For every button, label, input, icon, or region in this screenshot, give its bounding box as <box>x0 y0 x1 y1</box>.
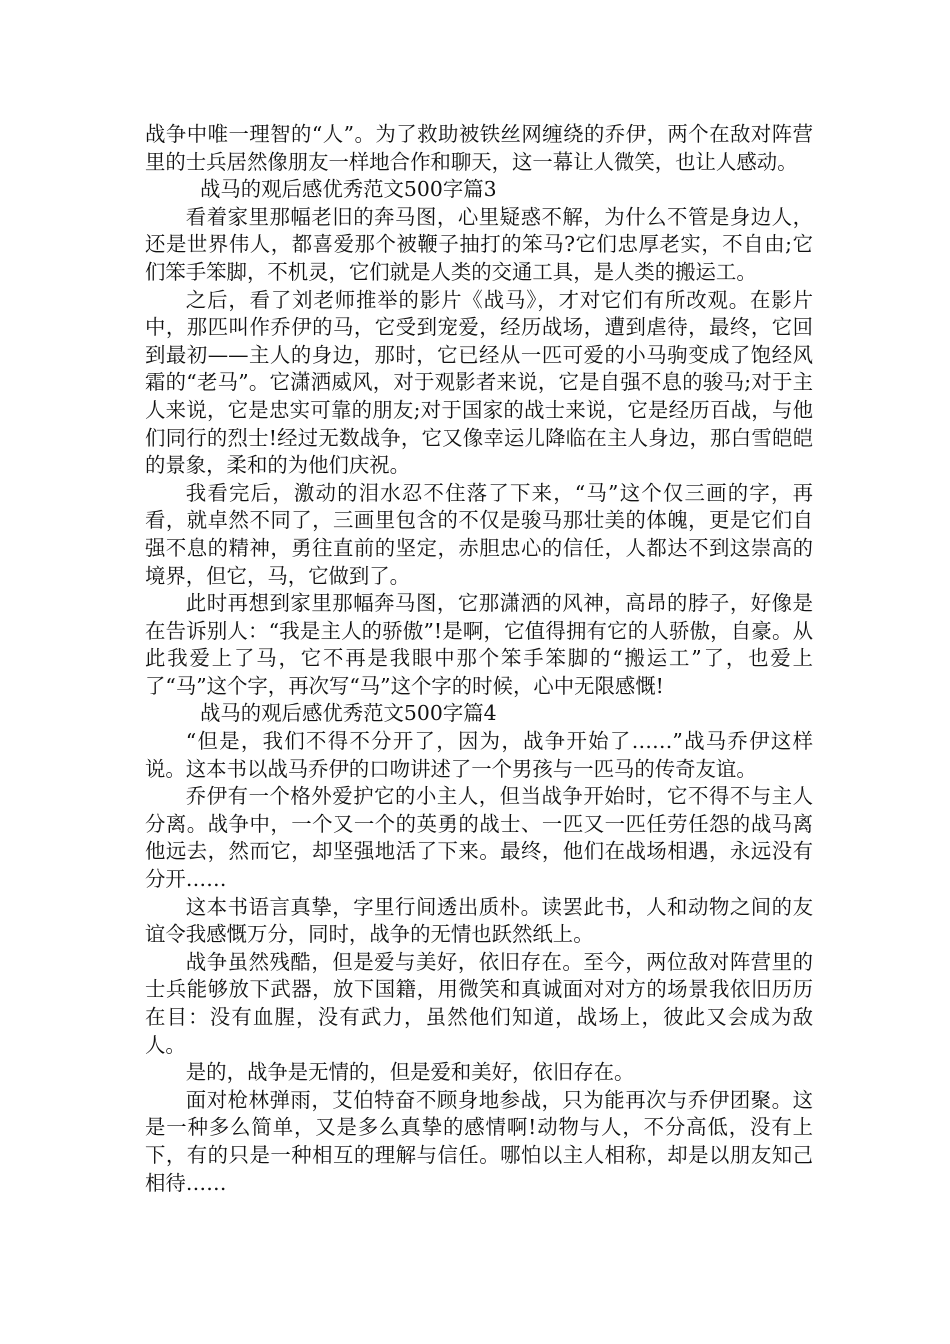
paragraph: 面对枪林弹雨，艾伯特奋不顾身地参战，只为能再次与乔伊团聚。这是一种多么简单，又是多么真挚的感情啊!动物与人，不分高低，没有上下，有的只是一种相互的理解与信任。哪怕以主人相称，却是以朋友知己相待…… <box>145 1087 813 1195</box>
paragraph: 之后，看了刘老师推举的影片《战马》，才对它们有所改观。在影片中，那匹叫作乔伊的马，它受到宠爱，经历战场，遭到虐待，最终，它回到最初——主人的身边，那时，它已经从一匹可爱的小马驹变成了饱经风霜的“老马”。它潇洒威风，对于观影者来说，它是自强不息的骏马;对于主人来说，它是忠实可靠的朋友;对于国家的战士来说，它是经历百战，与他们同行的烈士!经过无数战争，它又像幸运儿降临在主人身边，那白雪皑皑的景象，柔和的为他们庆祝。 <box>145 287 813 478</box>
paragraph: 是的，战争是无情的，但是爱和美好，依旧存在。 <box>185 1060 635 1085</box>
document-page <box>145 121 813 1197</box>
section-heading-3: 战马的观后感优秀范文500字篇3 <box>200 177 497 202</box>
section-heading-4: 战马的观后感优秀范文500字篇4 <box>200 701 497 726</box>
paragraph: 战争虽然残酷，但是爱与美好，依旧存在。至今，两位敌对阵营里的士兵能够放下武器，放下国籍，用微笑和真诚面对对方的场景我依旧历历在目：没有血腥，没有武力，虽然他们知道，战场上，彼此又会成为敌人。 <box>145 949 813 1057</box>
paragraph: 乔伊有一个格外爱护它的小主人，但当战争开始时，它不得不与主人分离。战争中，一个又一个的英勇的战士、一匹又一匹任劳任怨的战马离他远去，然而它，却坚强地活了下来。最终，他们在战场相遇，永远没有分开…… <box>145 784 813 892</box>
paragraph: 这本书语言真挚，字里行间透出质朴。读罢此书，人和动物之间的友谊令我感慨万分，同时，战争的无情也跃然纸上。 <box>145 894 813 947</box>
paragraph: 此时再想到家里那幅奔马图，它那潇洒的风神，高昂的脖子，好像是在告诉别人：“我是主人的骄傲”!是啊，它值得拥有它的人骄傲，自豪。从此我爱上了马，它不再是我眼中那个笨手笨脚的“搬运工”了，也爱上了“马”这个字，再次写“马”这个字的时候，心中无限感慨! <box>145 591 813 698</box>
paragraph: “但是，我们不得不分开了，因为，战争开始了……”战马乔伊这样说。这本书以战马乔伊的口吻讲述了一个男孩与一匹马的传奇友谊。 <box>145 729 813 781</box>
paragraph: 看着家里那幅老旧的奔马图，心里疑惑不解，为什么不管是身边人，还是世界伟人，都喜爱那个被鞭子抽打的笨马?它们忠厚老实，不自由;它们笨手笨脚，不机灵，它们就是人类的交通工具，是人类的搬运工。 <box>145 204 813 284</box>
paragraph: 我看完后，激动的泪水忍不住落了下来，“马”这个仅三画的字，再看，就卓然不同了，三画里包含的不仅是骏马那壮美的体魄，更是它们自强不息的精神，勇往直前的坚定，赤胆忠心的信任，人都达不到这崇高的境界，但它，马，它做到了。 <box>145 480 813 588</box>
paragraph-continuation: 战争中唯一理智的“人”。为了救助被铁丝网缠绕的乔伊，两个在敌对阵营里的士兵居然像朋友一样地合作和聊天，这一幕让人微笑，也让人感动。 <box>145 122 813 174</box>
